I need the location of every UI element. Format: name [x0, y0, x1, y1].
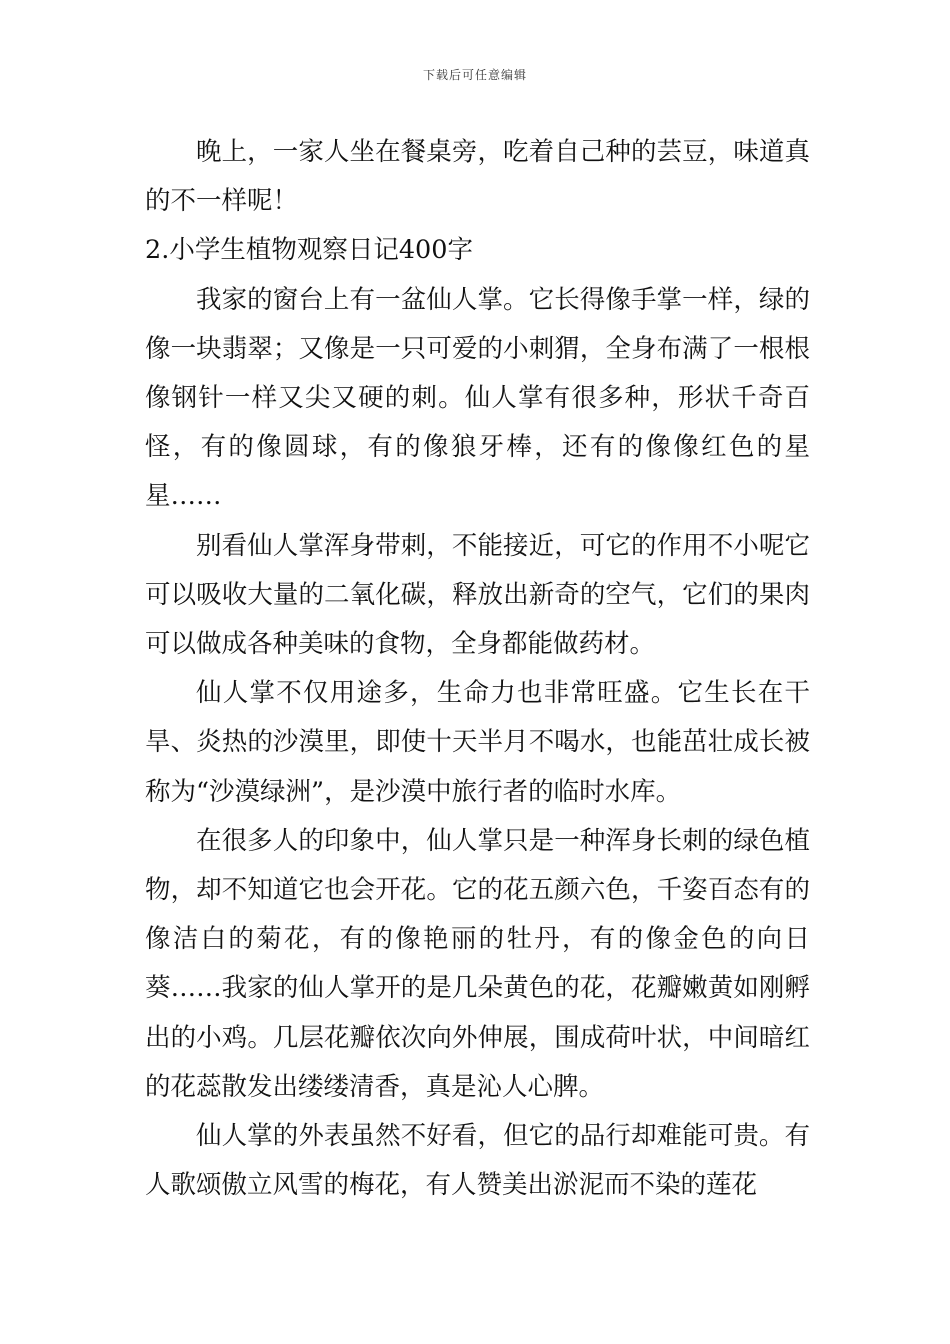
paragraph-cactus-uses: 别看仙人掌浑身带刺，不能接近，可它的作用不小呢它可以吸收大量的二氧化碳，释放出新奇的空气，它们的果肉可以做成各种美味的食物，全身都能做药材。	[145, 530, 810, 660]
paragraph-cactus-character: 仙人掌的外表虽然不好看，但它的品行却难能可贵。有人歌颂傲立风雪的梅花，有人赞美出淤泥而不染的莲花	[145, 1121, 810, 1201]
paragraph-cactus-vitality: 仙人掌不仅用途多，生命力也非常旺盛。它生长在干旱、炎热的沙漠里，即使十天半月不喝水，也能茁壮成长被称为“沙漠绿洲”，是沙漠中旅行者的临时水库。	[145, 678, 810, 807]
document-body	[145, 128, 810, 1210]
paragraph-cactus-intro: 我家的窗台上有一盆仙人掌。它长得像手掌一样，绿的像一块翡翠；又像是一只可爱的小刺猬，全身布满了一根根像钢针一样又尖又硬的刺。仙人掌有很多种，形状千奇百怪，有的像圆球，有的像狼牙棒，还有的像像红色的星星……	[145, 284, 810, 512]
paragraph-dinner: 晚上，一家人坐在餐桌旁，吃着自己种的芸豆，味道真的不一样呢！	[145, 137, 810, 217]
paragraph-cactus-flowers: 在很多人的印象中，仙人掌只是一种浑身长刺的绿色植物，却不知道它也会开花。它的花五颜六色，千姿百态有的像洁白的菊花，有的像艳丽的牡丹，有的像金色的向日葵……我家的仙人掌开的是几朵黄色的花，花瓣嫩黄如刚孵出的小鸡。几层花瓣依次向外伸展，围成荷叶状，中间暗红的花蕊散发出缕缕清香，真是沁人心脾。	[145, 825, 810, 1102]
page-header-note: 下载后可任意编辑	[422, 68, 527, 82]
section-heading: 2.小学生植物观察日记400字	[145, 235, 474, 266]
